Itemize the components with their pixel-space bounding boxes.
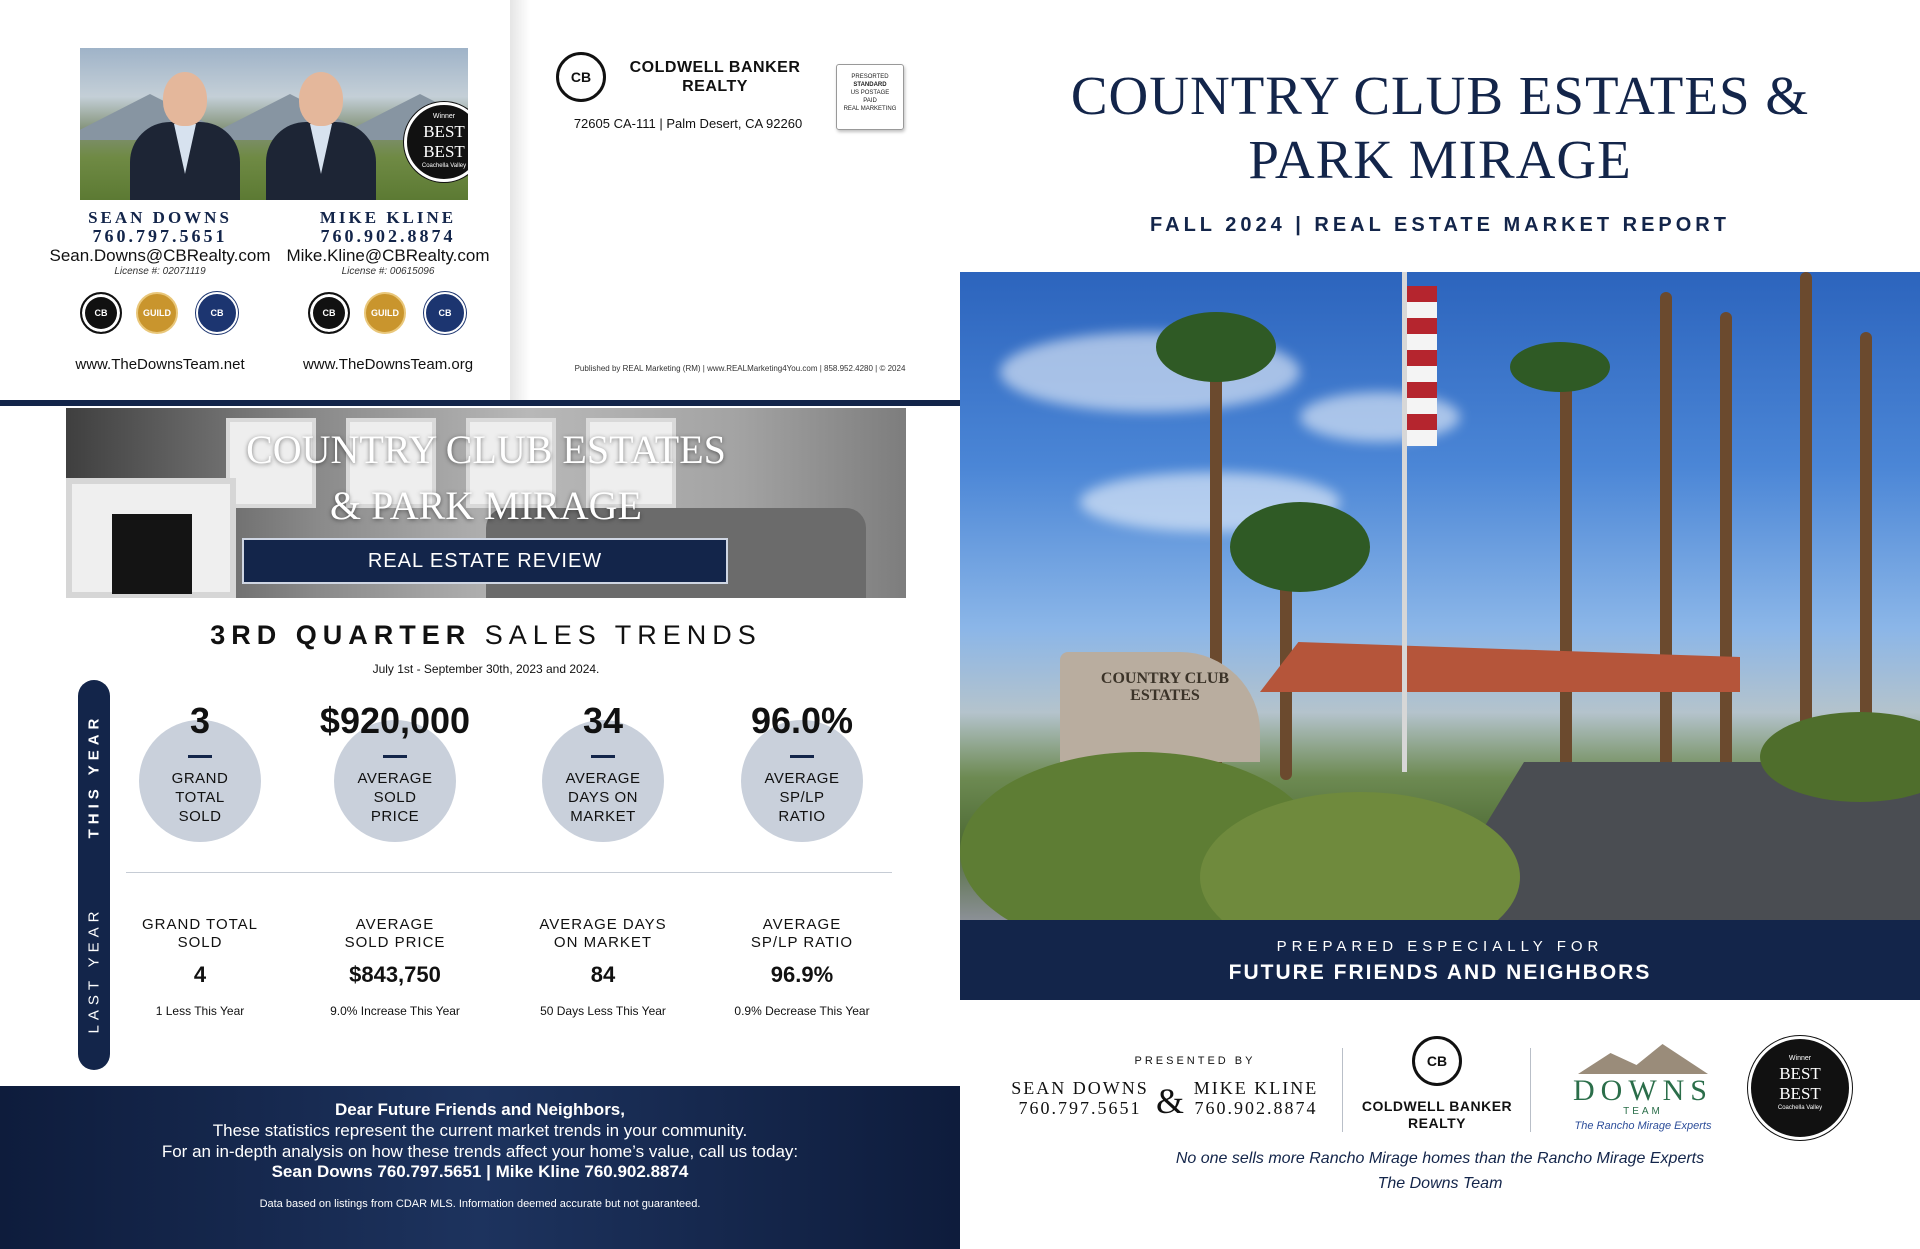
agent-email-sean[interactable]: Sean.Downs@CBRealty.com [49,246,271,265]
review-banner [66,408,906,598]
entry-sign-text: COUNTRY CLUB ESTATES [1100,670,1230,704]
cover-agent-sean: SEAN DOWNS 760.797.5651 [1011,1078,1149,1118]
stat-value-days-on-market: 34 [582,700,624,741]
footer-vertical-rule [1530,1048,1531,1132]
cb-global-luxury-icon: CB [308,292,350,334]
stat-dash [188,755,212,758]
agent-name-mike: MIKE KLINE [319,208,457,227]
fold-shadow [510,0,530,402]
presented-by-label: PRESENTED BY [1134,1055,1256,1067]
ly-label-total-sold: GRAND TOTAL SOLD [141,916,259,951]
letter-line-2: For an in-depth analysis on how these trends affect your home’s value, call us today: [161,1142,799,1161]
stat-value-splp-ratio: 96.0% [750,700,854,741]
publisher-credit: Published by REAL Marketing (RM) | www.REALMarketing4You.com | 858.952.4280 | © 2024 [574,364,906,373]
return-address: 72605 CA-111 | Palm Desert, CA 92260 [573,116,803,131]
trends-dates: July 1st - September 30th, 2023 and 2024. [372,662,600,676]
letter-line-1: These statistics represent the current market trends in your community. [212,1121,748,1140]
brokerage-name: COLDWELL BANKER REALTY [629,59,801,95]
stat-value-avg-price: $920,000 [319,700,471,741]
stat-label-days-on-market: AVERAGE DAYS ON MARKET [565,770,641,825]
cb-global-luxury-icon: CB [80,292,122,334]
mountain-icon [1578,1044,1708,1074]
guild-icon: GUILD [364,292,406,334]
agent-license-mike: License #: 00615096 [341,266,435,277]
review-pill: REAL ESTATE REVIEW [242,538,728,584]
trends-title: 3RD QUARTER SALES TRENDS [210,620,762,650]
agent-phone-mike[interactable]: 760.902.8874 [320,226,456,246]
prepared-for-band [960,920,1920,1000]
international-luxury-icon: CB [196,292,238,334]
mailer-divider-rule [0,400,960,406]
ly-label-splp-ratio: AVERAGE SP/LP RATIO [750,916,854,951]
ly-note-days-on-market: 50 Days Less This Year [540,1004,666,1018]
cover-subtitle: FALL 2024 | REAL ESTATE MARKET REPORT [1150,214,1730,236]
footer-vertical-rule [1342,1048,1343,1132]
stat-label-total-sold: GRAND TOTAL SOLD [171,770,229,825]
ly-note-splp-ratio: 0.9% Decrease This Year [734,1004,870,1018]
stat-label-splp-ratio: AVERAGE SP/LP RATIO [764,770,840,825]
agent-website-mike[interactable]: www.TheDownsTeam.org [302,356,474,373]
flag-icon [1407,286,1437,446]
last-year-label: LAST YEAR [85,906,103,1034]
agent-name-sean: SEAN DOWNS [88,208,232,227]
agents-photo [80,48,468,200]
cover-tagline: No one sells more Rancho Mirage homes than the Rancho Mirage Experts The Downs Team [1175,1150,1705,1192]
banner-title: COUNTRY CLUB ESTATES & PARK MIRAGE [246,427,726,528]
international-luxury-icon: CB [424,292,466,334]
stat-label-avg-price: AVERAGE SOLD PRICE [357,770,433,825]
this-year-label: THIS YEAR [85,713,103,839]
guild-icon: GUILD [136,292,178,334]
agent-license-sean: License #: 02071119 [114,266,206,277]
cover-agent-mike: MIKE KLINE 760.902.8874 [1193,1078,1319,1118]
stats-divider [126,872,892,873]
prepared-label: PREPARED ESPECIALLY FOR [1276,938,1604,955]
letter-footer [0,1086,960,1249]
agent-figure-sean [130,72,240,200]
ly-label-avg-price: AVERAGE SOLD PRICE [344,916,446,951]
prepared-recipient: FUTURE FRIENDS AND NEIGHBORS [1228,961,1652,984]
ly-value-avg-price: $843,750 [349,962,441,987]
ly-label-days-on-market: AVERAGE DAYS ON MARKET [539,916,667,951]
agent-figure-mike [266,72,376,200]
stat-dash [383,755,407,758]
community-gate-photo [960,272,1920,920]
ly-value-days-on-market: 84 [590,962,616,987]
ly-value-total-sold: 4 [193,962,207,987]
stat-dash [591,755,615,758]
coldwell-banker-logo-icon: CB [556,52,606,102]
ly-value-splp-ratio: 96.9% [770,962,834,987]
cover-brokerage-name: COLDWELL BANKER REALTY [1361,1098,1513,1131]
best-of-best-badge: Winner BEST BEST Coachella Valley [404,102,468,182]
agent-phone-sean[interactable]: 760.797.5651 [92,226,228,246]
agent-website-sean[interactable]: www.TheDownsTeam.net [75,356,245,373]
ly-note-avg-price: 9.0% Increase This Year [330,1004,460,1018]
letter-contact[interactable]: Sean Downs 760.797.5651 | Mike Kline 760.902.8874 [271,1162,689,1181]
best-of-best-badge: Winner BEST BEST Coachella Valley [1748,1036,1852,1140]
ly-note-total-sold: 1 Less This Year [155,1004,245,1018]
agent-email-mike[interactable]: Mike.Kline@CBRealty.com [286,246,490,265]
postage-indicia: PRESORTED STANDARD US POSTAGE PAID REAL MARKETING [836,64,904,130]
stat-value-total-sold: 3 [189,700,211,741]
entry-wall [1060,652,1260,762]
cover-title: COUNTRY CLUB ESTATES & PARK MIRAGE [1070,65,1810,190]
letter-greeting: Dear Future Friends and Neighbors, [335,1100,625,1119]
coldwell-banker-logo-icon: CB [1412,1036,1462,1086]
stat-dash [790,755,814,758]
letter-disclaimer: Data based on listings from CDAR MLS. Information deemed accurate but not guaranteed. [259,1198,701,1210]
ampersand: & [1155,1081,1184,1121]
downs-team-logo: DOWNS TEAM The Rancho Mirage Experts [1556,1040,1730,1132]
